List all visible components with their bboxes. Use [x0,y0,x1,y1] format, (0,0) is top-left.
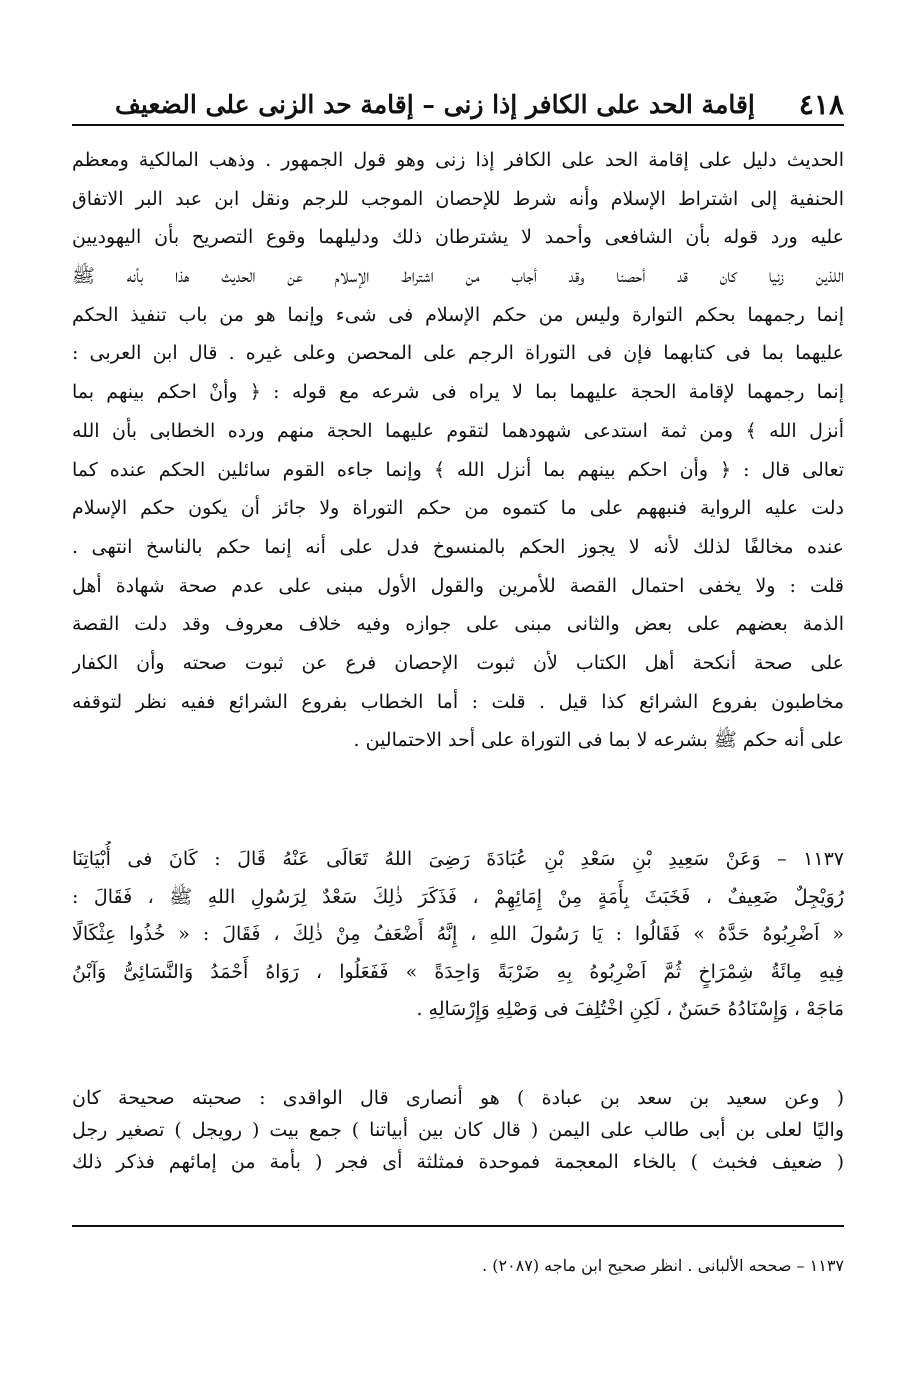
hadith-line: « اَضْرِبُوهُ حَدَّهُ » فَقَالُوا : يَا رَسُولَ اللهِ ، إِنَّهُ أَضْعَفُ مِنْ ذٰلِكَ ، فَقَالَ : « خُذُوا عِثْكَالًا [72,923,844,946]
commentary-line: عنده مخالفًا لذلك لأنه لا يجوز الحكم بالمنسوخ فدل على أنه إنما حكم بالناسخ انتهى . [72,535,844,558]
commentary-line: تعالى قال : ﴿ وأن احكم بينهم بما أنزل الله ﴾ وإنما جاءه القوم سائلين الحكم عنده كما [72,458,844,481]
commentary-line: مخاطبون بفروع الشرائع كذا قيل . قلت : أما الخطاب بفروع الشرائع ففيه نظر لتوقفه [72,690,844,713]
commentary-line: الحنفية إلى اشتراط الإسلام وأنه شرط للإحصان الموجب للرجم ونقل ابن عبد البر الاتفاق [72,187,844,210]
hadith-commentary-line: ( ضعيف فخبث ) بالخاء المعجمة فموحدة فمثلثة أى فجر ( بأمة من إمائهم فذكر ذلك [72,1151,844,1173]
footnote: ١١٣٧ – صححه الألبانى . انظر صحيح ابن ماجه (٢٠٨٧) . [482,1256,844,1275]
commentary-line: على أنه حكم ﷺ بشرعه لا بما فى التوراة على أحد الاحتمالين . [353,729,844,752]
commentary-line: الحديث دليل على إقامة الحد على الكافر إذا زنى وهو قول الجمهور . وذهب المالكية ومعظم [72,149,844,171]
commentary-line: اللذين زنيا كان قد أحصنا وقد أجاب من اشتراط الإسلام عن الحديث هذا بأنه ﷺ [72,265,844,288]
page-header [72,80,844,122]
commentary-line: الذمة بعضهم على بعض والثانى مبنى على جوازه وفيه خلاف معروف وقد دلت القصة [72,613,844,636]
commentary-line: إنما رجمهما لإقامة الحجة عليهما بما لا يراه فى شرعه مع قوله : ﴿ وأنْ احكم بينهم بما [72,381,844,404]
header-rule [72,124,844,126]
commentary-line: عليه ورد قوله بأن الشافعى وأحمد لا يشترطان ذلك ودليلهما وقوع التصريح بأن اليهوديين [72,226,844,249]
hadith-line: رُوَيْجِلٌ ضَعِيفٌ ، فَخَبَثَ بِأَمَةٍ مِنْ إِمَائِهِمْ ، فَذَكَرَ ذٰلِكَ سَعْدٌ لِرَسُولِ اللهِ ﷺ ، فَقَالَ : [72,885,844,908]
commentary-block [72,141,844,760]
hadith-line: ١١٣٧ – وَعَنْ سَعِيدِ بْنِ سَعْدِ بْنِ عُبَادَةَ رَضِىَ اللهُ تَعَالَى عَنْهُ قَالَ : كَانَ فى أُبْيَاتِنَا [72,848,844,870]
hadith-block [72,841,844,1029]
commentary-line: إنما رجمهما بحكم التوارة وليس من حكم الإسلام فى شىء وإنما هو من باب تنفيذ الحكم [72,303,844,326]
commentary-line: عليهما بما فى كتابهما فإن فى التوراة الرجم على المحصن وعلى غيره . قال ابن العربى : [72,342,844,365]
page-number: ٤١٨ [798,88,844,121]
hadith-line: فِيهِ مِائَةُ شِمْرَاخٍ ثُمَّ اَضْرِبُوهُ بِهِ ضَرْبَةً وَاحِدَةً » فَفَعَلُوا ، رَوَاهُ أَحْمَدُ وَالنَّسَائِىُّ وَآبْنُ [72,960,844,983]
running-title: إقامة الحد على الكافر إذا زنى – إقامة حد الزنى على الضعيف [115,90,755,119]
footnote-rule [72,1225,844,1227]
commentary-line: أنزل الله ﴾ ومن ثمة استدعى شهودهما لتقوم عليهما الحجة منهم ورده الخطابى بأن الله [72,419,844,442]
commentary-line: قلت : ولا يخفى احتمال القصة للأمرين والقول الأول مبنى على عدم صحة شهادة أهل [72,574,844,597]
hadith-commentary-line: واليًا لعلى بن أبى طالب على اليمن ( قال كان بين أبياتنا ) جمع بيت ( رويجل ) تصغير رجل [72,1119,844,1141]
commentary-line: دلت عليه الرواية فنبههم على ما كتموه من حكم التوراة ولا جائز أن يكون حكم الإسلام [72,497,844,520]
hadith-commentary-line: ( وعن سعيد بن سعد بن عبادة ) هو أنصارى قال الواقدى : صحبته صحيحة كان [72,1087,844,1109]
hadith-line: مَاجَهْ ، وَإِسْنَادُهُ حَسَنٌ ، لَكِنِ اخْتُلِفَ فى وَصْلِهِ وَإِرْسَالِهِ . [416,998,844,1021]
hadith-commentary-block [72,1082,844,1178]
commentary-line: على صحة أنكحة أهل الكتاب لأن ثبوت الإحصان فرع عن ثبوت صحته وأن الكفار [72,651,844,674]
